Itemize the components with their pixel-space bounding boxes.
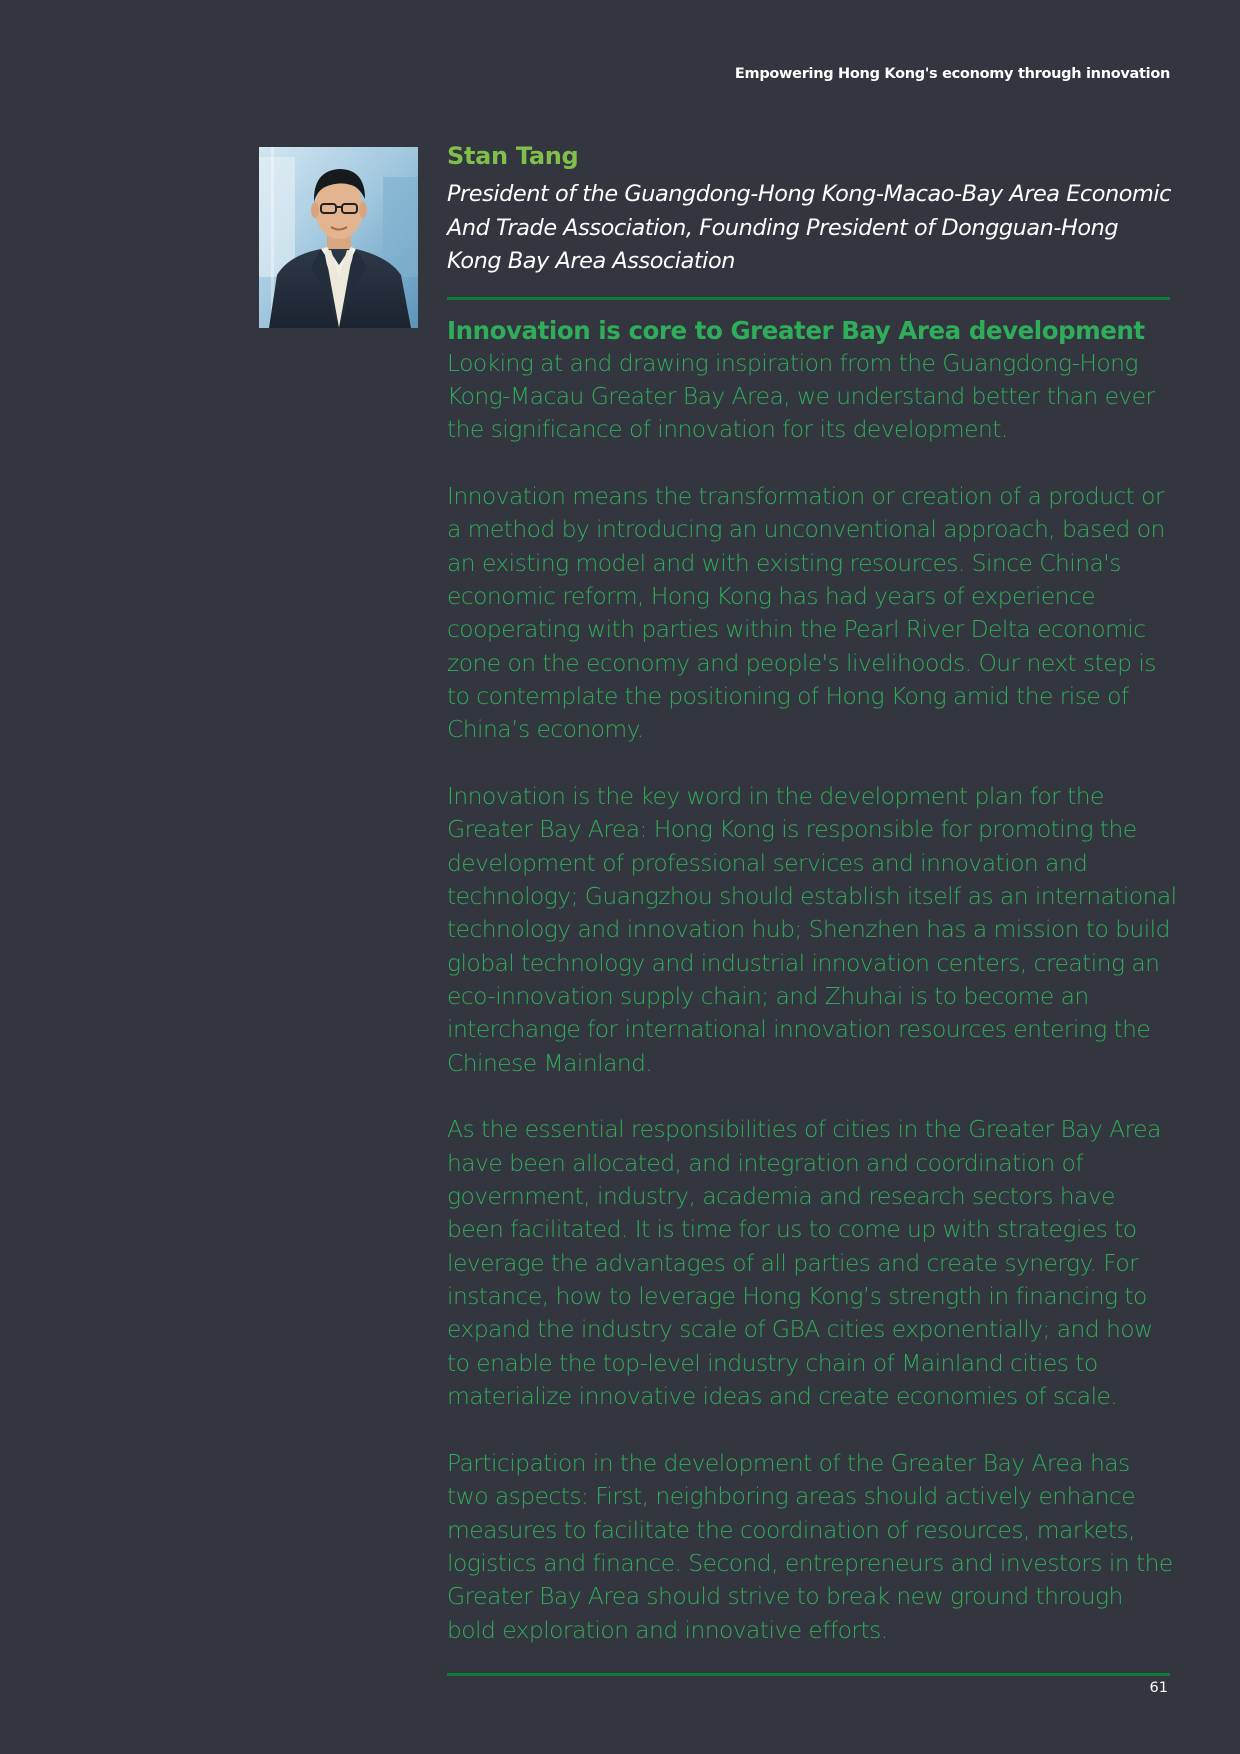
author-name: Stan Tang xyxy=(447,142,579,170)
article-paragraph: Looking at and drawing inspiration from the Guangdong-Hong Kong-Macau Greater Bay Area, we understand better than ever the significance of innovation for its development. xyxy=(447,348,1155,444)
article-paragraph: Innovation is the key word in the development plan for the Greater Bay Area: Hong Kong is responsible for promoting the development of professional services and innovation and technology; Guangzhou should establish itself as an international technology and innovation hub; Shenzhen has a mission to build global technology and industrial innovation centers, creating an eco-innovation supply chain; and Zhuhai is to become an interchange for international innovation resources entering the Chinese Mainland. xyxy=(447,781,1177,1077)
article-paragraph: Innovation means the transformation or creation of a product or a method by introducing an unconventional approach, based on an existing model and with existing resources. Since China's economic reform, Hong Kong has had years of experience cooperating with parties within the Pearl River Delta economic zone on the economy and people's livelihoods. Our next step is to contemplate the positioning of Hong Kong amid the rise of China’s economy. xyxy=(447,481,1165,744)
article-paragraph: As the essential responsibilities of cities in the Greater Bay Area have been allocated, and integration and coordination of government, industry, academia and research sectors have been facilitated. It is time for us to come up with strategies to leverage the advantages of all parties and create synergy. For instance, how to leverage Hong Kong’s strength in financing to expand the industry scale of GBA cities exponentially; and how to enable the top-level industry chain of Mainland cities to materialize innovative ideas and create economies of scale. xyxy=(447,1115,1161,1411)
article-content xyxy=(447,140,1177,1676)
article-heading: Innovation is core to Greater Bay Area development xyxy=(447,315,1145,345)
author-title: President of the Guangdong-Hong Kong-Macao-Bay Area Economic And Trade Association, Founding President of Dongguan-Hong Kong Bay Area Association xyxy=(447,181,1172,274)
article-paragraph: Participation in the development of the Greater Bay Area has two aspects: First, neighboring areas should actively enhance measures to facilitate the coordination of resources, markets, logistics and finance. Second, entrepreneurs and investors in the Greater Bay Area should strive to break new ground through bold exploration and innovative efforts. xyxy=(447,1448,1173,1644)
divider-bottom xyxy=(447,1673,1170,1676)
portrait-photo xyxy=(259,147,418,328)
divider-top xyxy=(447,297,1170,300)
running-header: Empowering Hong Kong's economy through innovation xyxy=(734,66,1170,82)
page-number: 61 xyxy=(1149,1680,1168,1696)
